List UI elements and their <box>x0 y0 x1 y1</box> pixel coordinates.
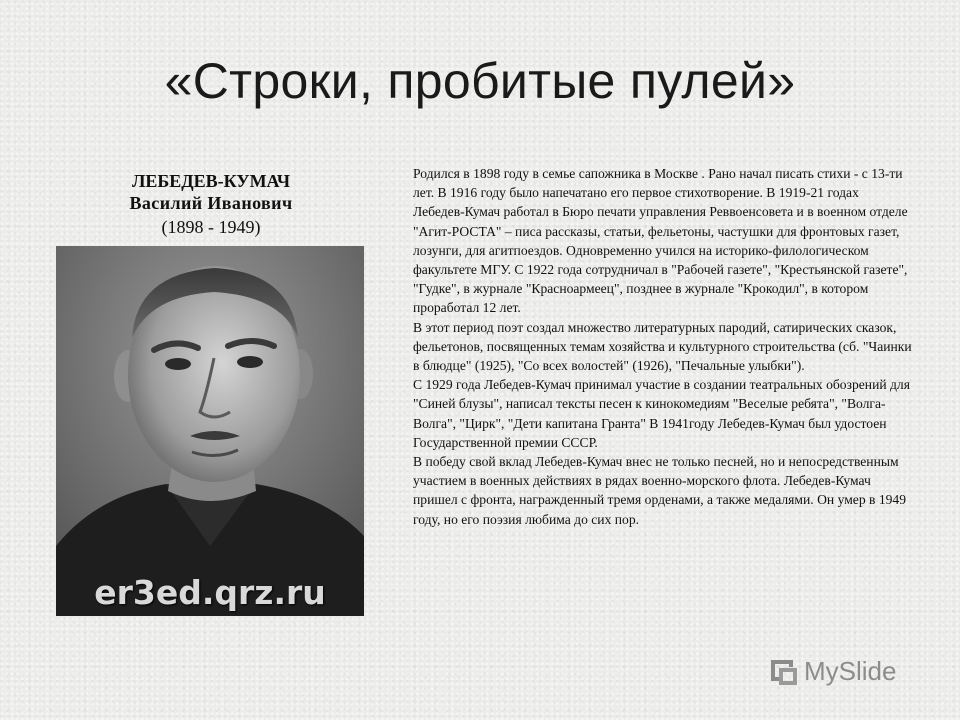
bio-paragraph: Родился в 1898 году в семье сапожника в Москве . Рано начал писать стихи - с 13-ти лет. В 1916 году было напечатано его первое стихотворение. В 1919-21 годах Лебедев-Кумач работал в Бюро печати управления Реввоенсовета и в военном отделе "Агит-РОСТА" – писа рассказы, статьи, фельетоны, частушки для фронтовых газет, лозунги, для агитпоездов. Одновременно учился на историко-филологическом факультете МГУ. С 1922 года сотрудничал в "Рабочей газете", "Крестьянской газете", "Гудке", в журнале "Красноармеец", позднее в журнале "Крокодил", в котором проработал 12 лет. <box>413 166 908 316</box>
slide-title: «Строки, пробитые пулей» <box>164 53 796 109</box>
bio-paragraph: В победу свой вклад Лебедев-Кумач внес не только песней, но и непосредственным участием в военных действиях в рядах военно-морского флота. Лебедев-Кумач пришел с фронта, награжденный тремя орденами, а также медалями. Он умер в 1949 году, но его поэзия любима до сих пор. <box>413 454 907 527</box>
myslide-logo <box>768 656 896 687</box>
photo-watermark: er3ed.qrz.ru <box>94 573 326 612</box>
logo-text: MySlide <box>804 656 897 686</box>
author-name: Василий Иванович <box>129 193 293 213</box>
author-years: (1898 - 1949) <box>161 217 261 237</box>
biography-text <box>413 164 913 529</box>
author-surname: ЛЕБЕДЕВ-КУМАЧ <box>131 171 291 191</box>
author-heading <box>56 170 366 240</box>
bio-paragraph: С 1929 года Лебедев-Кумач принимал участие в создании театральных обозрений для "Синей блузы", написал тексты песен к кинокомедиям "Веселые ребята", "Волга-Волга", "Цирк", "Дети капитана Гранта" В 1941году Лебедев-Кумач был удостоен Государственной премии СССР. <box>413 377 910 450</box>
bio-paragraph: В этот период поэт создал множество литературных пародий, сатирических сказок, фельетонов, посвященных темам хозяйства и культурного строительства (сб. "Чаинки в блюдце" (1925), "Со всех волостей" (1926), "Печальные улыбки"). <box>413 319 912 374</box>
portrait-image <box>56 246 364 616</box>
slide-logo-icon <box>768 657 800 687</box>
portrait-photo <box>56 246 364 616</box>
